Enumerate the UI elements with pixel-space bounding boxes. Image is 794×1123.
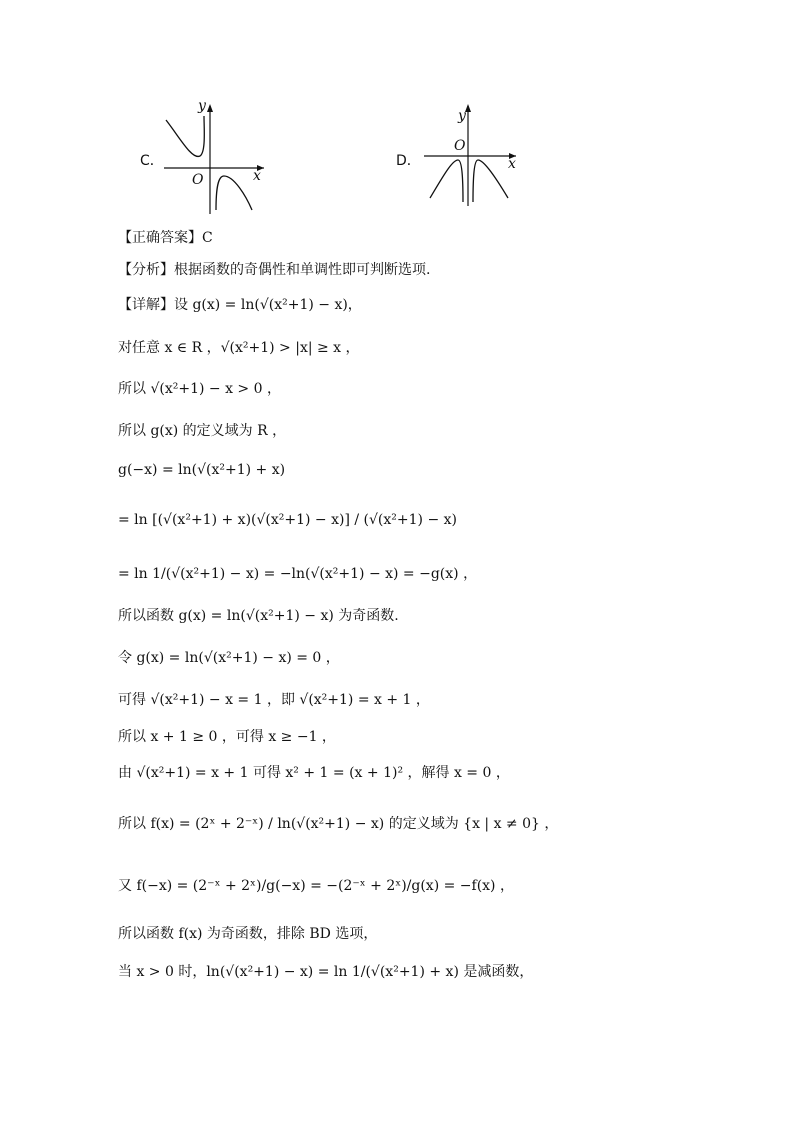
- solution-line: 令 g(x) = ln(√(x²+1) − x) = 0 ，: [118, 650, 340, 666]
- solution-line: g(−x) = ln(√(x²+1) + x): [118, 462, 286, 478]
- solution-line: 对任意 x ∈ R ，√(x²+1) > |x| ≥ x ，: [118, 340, 360, 356]
- option-d-label: D．: [396, 153, 421, 169]
- solution-line: 由 √(x²+1) = x + 1 可得 x² + 1 = (x + 1)² ，解得 x = 0 ，: [118, 765, 510, 781]
- solution-line: 所以 √(x²+1) − x > 0 ，: [118, 381, 281, 397]
- solution-line: 所以 x + 1 ≥ 0 ，可得 x ≥ −1 ，: [118, 729, 336, 745]
- option-c-y-label: y: [198, 98, 206, 114]
- option-c-graph: [160, 98, 270, 216]
- option-c-x-label: x: [253, 168, 261, 184]
- option-d-y-label: y: [458, 108, 466, 124]
- option-c-label: C．: [140, 153, 164, 169]
- solution-line: 所以 f(x) = (2ˣ + 2⁻ˣ) / ln(√(x²+1) − x) 的定义域为 {x | x ≠ 0} ，: [118, 816, 559, 832]
- option-c-origin: O: [192, 172, 204, 188]
- solution-line: 可得 √(x²+1) − x = 1 ，即 √(x²+1) = x + 1 ，: [118, 692, 430, 708]
- solution-line: 当 x > 0 时，ln(√(x²+1) − x) = ln 1/(√(x²+1) + x) 是减函数，: [118, 964, 534, 980]
- solution-line: 所以函数 f(x) 为奇函数，排除 BD 选项，: [118, 926, 378, 942]
- answer-line: 【正确答案】C: [118, 230, 213, 246]
- detail-line: 【详解】设 g(x) = ln(√(x²+1) − x)，: [118, 297, 362, 313]
- analysis-line: 【分析】根据函数的奇偶性和单调性即可判断选项.: [118, 262, 431, 278]
- option-d-origin: O: [454, 138, 466, 154]
- solution-line: = ln [(√(x²+1) + x)(√(x²+1) − x)] / (√(x²+1) − x): [118, 512, 457, 528]
- solution-line: 所以 g(x) 的定义域为 R ，: [118, 423, 287, 439]
- solution-line: = ln 1/(√(x²+1) − x) = −ln(√(x²+1) − x) = −g(x) ，: [118, 566, 478, 582]
- option-d-graph: [420, 98, 530, 210]
- option-d-x-label: x: [508, 156, 516, 172]
- solution-line: 所以函数 g(x) = ln(√(x²+1) − x) 为奇函数.: [118, 608, 399, 624]
- solution-line: 又 f(−x) = (2⁻ˣ + 2ˣ)/g(−x) = −(2⁻ˣ + 2ˣ)/g(x) = −f(x) ，: [118, 878, 514, 894]
